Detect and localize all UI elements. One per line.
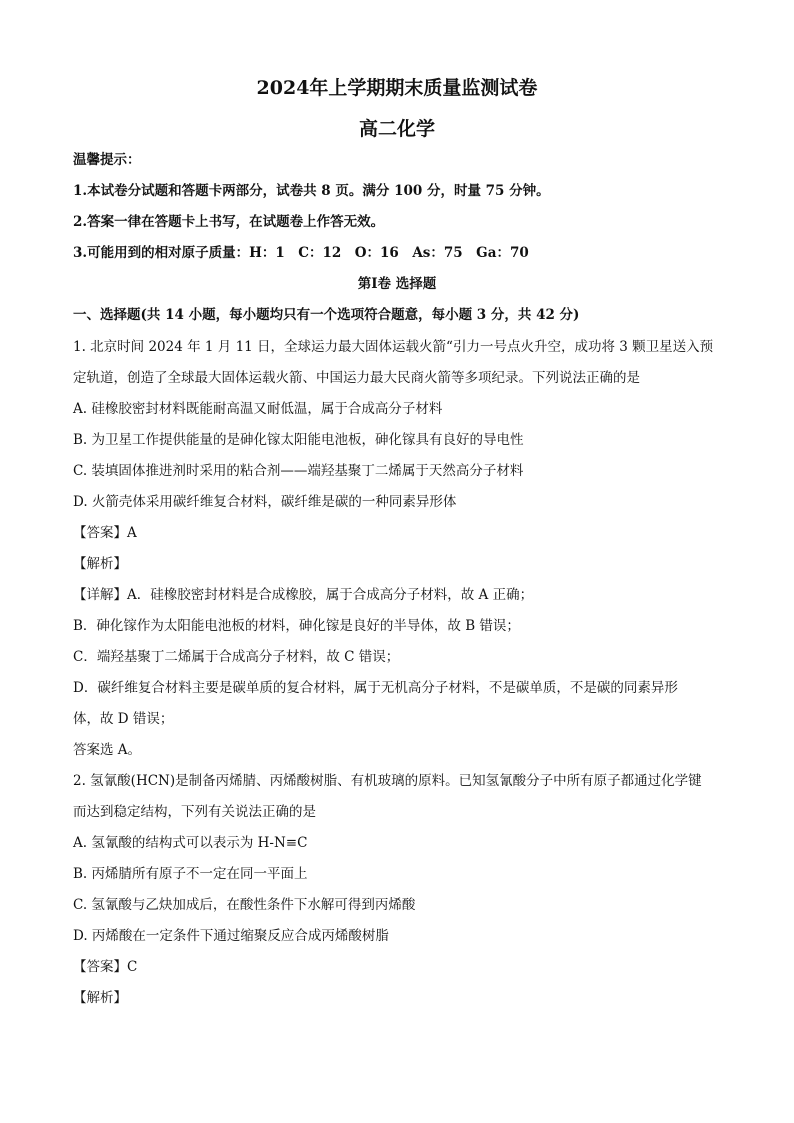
q1-stem: 定轨道，创造了全球最大固体运载火箭、中国运力最大民商火箭等多项纪录。下列说法正确的是 bbox=[73, 370, 640, 386]
q1-option-b: B. 为卫星工作提供能量的是砷化镓太阳能电池板，砷化镓具有良好的导电性 bbox=[73, 432, 524, 448]
q1-detail: 体，故 D 错误； bbox=[73, 711, 174, 727]
q2-answer: 【答案】C bbox=[73, 959, 138, 975]
q2-option-d: D. 丙烯酸在一定条件下通过缩聚反应合成丙烯酸树脂 bbox=[73, 928, 389, 944]
section-title: 第Ⅰ卷 选择题 bbox=[357, 276, 437, 292]
q2-analysis-label: 【解析】 bbox=[73, 990, 127, 1006]
q2-stem: 2. 氢氰酸(HCN)是制备丙烯腈、丙烯酸树脂、有机玻璃的原料。已知氢氰酸分子中所有原子都通过化学键 bbox=[73, 773, 702, 789]
q1-stem: 1. 北京时间 2024 年 1 月 11 日，全球运力最大固体运载火箭“引力一号点火升空，成功将 3 颗卫星送入预 bbox=[73, 339, 714, 355]
q1-detail: C．端羟基聚丁二烯属于合成高分子材料，故 C 错误； bbox=[73, 649, 400, 665]
q1-option-c: C. 装填固体推进剂时采用的粘合剂——端羟基聚丁二烯属于天然高分子材料 bbox=[73, 463, 524, 479]
q1-conclusion: 答案选 A。 bbox=[73, 742, 142, 758]
q2-option-b: B. 丙烯腈所有原子不一定在同一平面上 bbox=[73, 866, 308, 882]
notice-item: 2.答案一律在答题卡上书写，在试题卷上作答无效。 bbox=[73, 214, 385, 230]
exam-title: 2024年上学期期末质量监测试卷 bbox=[256, 77, 538, 99]
q1-detail: D．碳纤维复合材料主要是碳单质的复合材料，属于无机高分子材料，不是碳单质，不是碳的同素异形 bbox=[73, 680, 678, 696]
notice-heading: 温馨提示： bbox=[73, 152, 141, 168]
exam-subject: 高二化学 bbox=[358, 118, 435, 140]
q2-stem: 而达到稳定结构，下列有关说法正确的是 bbox=[73, 804, 316, 820]
q1-option-a: A. 硅橡胶密封材料既能耐高温又耐低温，属于合成高分子材料 bbox=[73, 401, 443, 417]
notice-item: 1.本试卷分试题和答题卡两部分，试卷共 8 页。满分 100 分，时量 75 分钟。 bbox=[73, 183, 550, 199]
q1-option-d: D. 火箭壳体采用碳纤维复合材料，碳纤维是碳的一种同素异形体 bbox=[73, 494, 457, 510]
q1-detail: 【详解】A．硅橡胶密封材料是合成橡胶，属于合成高分子材料，故 A 正确； bbox=[73, 587, 534, 603]
notice-item: 3.可能用到的相对原子质量：H：1 C：12 O：16 As：75 Ga：70 bbox=[73, 245, 529, 261]
q1-detail: B．砷化镓作为太阳能电池板的材料，砷化镓是良好的半导体，故 B 错误； bbox=[73, 618, 520, 634]
q2-option-c: C. 氢氰酸与乙炔加成后，在酸性条件下水解可得到丙烯酸 bbox=[73, 897, 416, 913]
q1-analysis-label: 【解析】 bbox=[73, 556, 127, 572]
part-heading: 一、选择题(共 14 小题，每小题均只有一个选项符合题意，每小题 3 分，共 42 分) bbox=[73, 307, 580, 323]
q1-answer: 【答案】A bbox=[73, 525, 137, 541]
q2-option-a: A. 氢氰酸的结构式可以表示为 H-N≡C bbox=[73, 835, 308, 851]
